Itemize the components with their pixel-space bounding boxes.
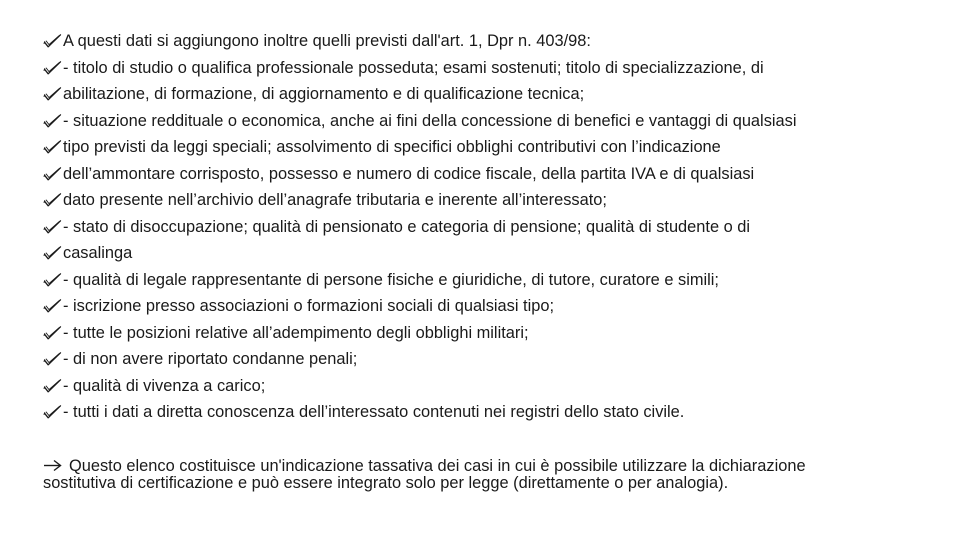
bullet-text: - stato di disoccupazione; qualità di pensionato e categoria di pensione; qualità di studente o di <box>63 217 751 236</box>
bullet-text: - iscrizione presso associazioni o formazioni sociali di qualsiasi tipo; <box>63 297 555 316</box>
bullet-item-2 <box>43 55 943 82</box>
checkmark-pencil-icon <box>43 378 62 394</box>
right-arrow-icon <box>43 459 63 472</box>
bullet-item-3 <box>43 81 943 108</box>
bullet-text: - situazione reddituale o economica, anche ai fini della concessione di benefici e vantaggi di qualsiasi <box>63 111 797 130</box>
bullet-text: - titolo di studio o qualifica professionale posseduta; esami sostenuti; titolo di specializzazione, di <box>63 58 764 77</box>
checkmark-pencil-icon <box>43 192 62 208</box>
bullet-item-11 <box>43 293 943 320</box>
checkmark-pencil-icon <box>43 219 62 235</box>
bullet-item-1 <box>43 28 943 55</box>
bullet-item-10 <box>43 267 943 294</box>
note-text-1: Questo elenco costituisce un'indicazione tassativa dei casi in cui è possibile utilizzare la dichiarazione <box>69 457 806 475</box>
checkmark-pencil-icon <box>43 60 62 76</box>
bullet-item-9 <box>43 240 943 267</box>
bullet-text: abilitazione, di formazione, di aggiornamento e di qualificazione tecnica; <box>63 85 585 104</box>
bullet-text: - qualità di vivenza a carico; <box>63 376 266 395</box>
bullet-item-7 <box>43 187 943 214</box>
checkmark-pencil-icon <box>43 325 62 341</box>
checkmark-pencil-icon <box>43 166 62 182</box>
bullet-item-12 <box>43 320 943 347</box>
bullet-item-14 <box>43 373 943 400</box>
checkmark-pencil-icon <box>43 272 62 288</box>
checkmark-pencil-icon <box>43 139 62 155</box>
note-line-2: sostitutiva di certificazione e può essere integrato solo per legge (direttamente o per analogia). <box>43 474 729 492</box>
checkmark-pencil-icon <box>43 298 62 314</box>
note-line-1 <box>43 458 933 475</box>
checkmark-pencil-icon <box>43 86 62 102</box>
bullet-item-5 <box>43 134 943 161</box>
bullet-item-13 <box>43 346 943 373</box>
checkmark-pencil-icon <box>43 404 62 420</box>
bullet-item-15 <box>43 399 943 426</box>
bullet-text: - tutti i dati a diretta conoscenza dell’interessato contenuti nei registri dello stato civile. <box>63 403 685 422</box>
bullet-text: - qualità di legale rappresentante di persone fisiche e giuridiche, di tutore, curatore e simili; <box>63 270 719 289</box>
checkmark-pencil-icon <box>43 351 62 367</box>
bullet-text: A questi dati si aggiungono inoltre quelli previsti dall'art. 1, Dpr n. 403/98: <box>63 32 591 51</box>
bullet-item-6 <box>43 161 943 188</box>
checkmark-pencil-icon <box>43 33 62 49</box>
bullet-text: - di non avere riportato condanne penali; <box>63 350 358 369</box>
bullet-item-8 <box>43 214 943 241</box>
bullet-text: dell’ammontare corrisposto, possesso e numero di codice fiscale, della partita IVA e di qualsiasi <box>63 164 755 183</box>
bullet-text: - tutte le posizioni relative all’adempimento degli obblighi militari; <box>63 323 529 342</box>
bullet-list <box>43 28 943 426</box>
bullet-item-4 <box>43 108 943 135</box>
checkmark-pencil-icon <box>43 113 62 129</box>
bullet-text: dato presente nell’archivio dell’anagrafe tributaria e inerente all’interessato; <box>63 191 607 210</box>
conclusion-note <box>43 458 933 492</box>
bullet-text: casalinga <box>63 244 133 263</box>
checkmark-pencil-icon <box>43 245 62 261</box>
bullet-text: tipo previsti da leggi speciali; assolvimento di specifici obblighi contributivi con l’indicazione <box>63 138 721 157</box>
